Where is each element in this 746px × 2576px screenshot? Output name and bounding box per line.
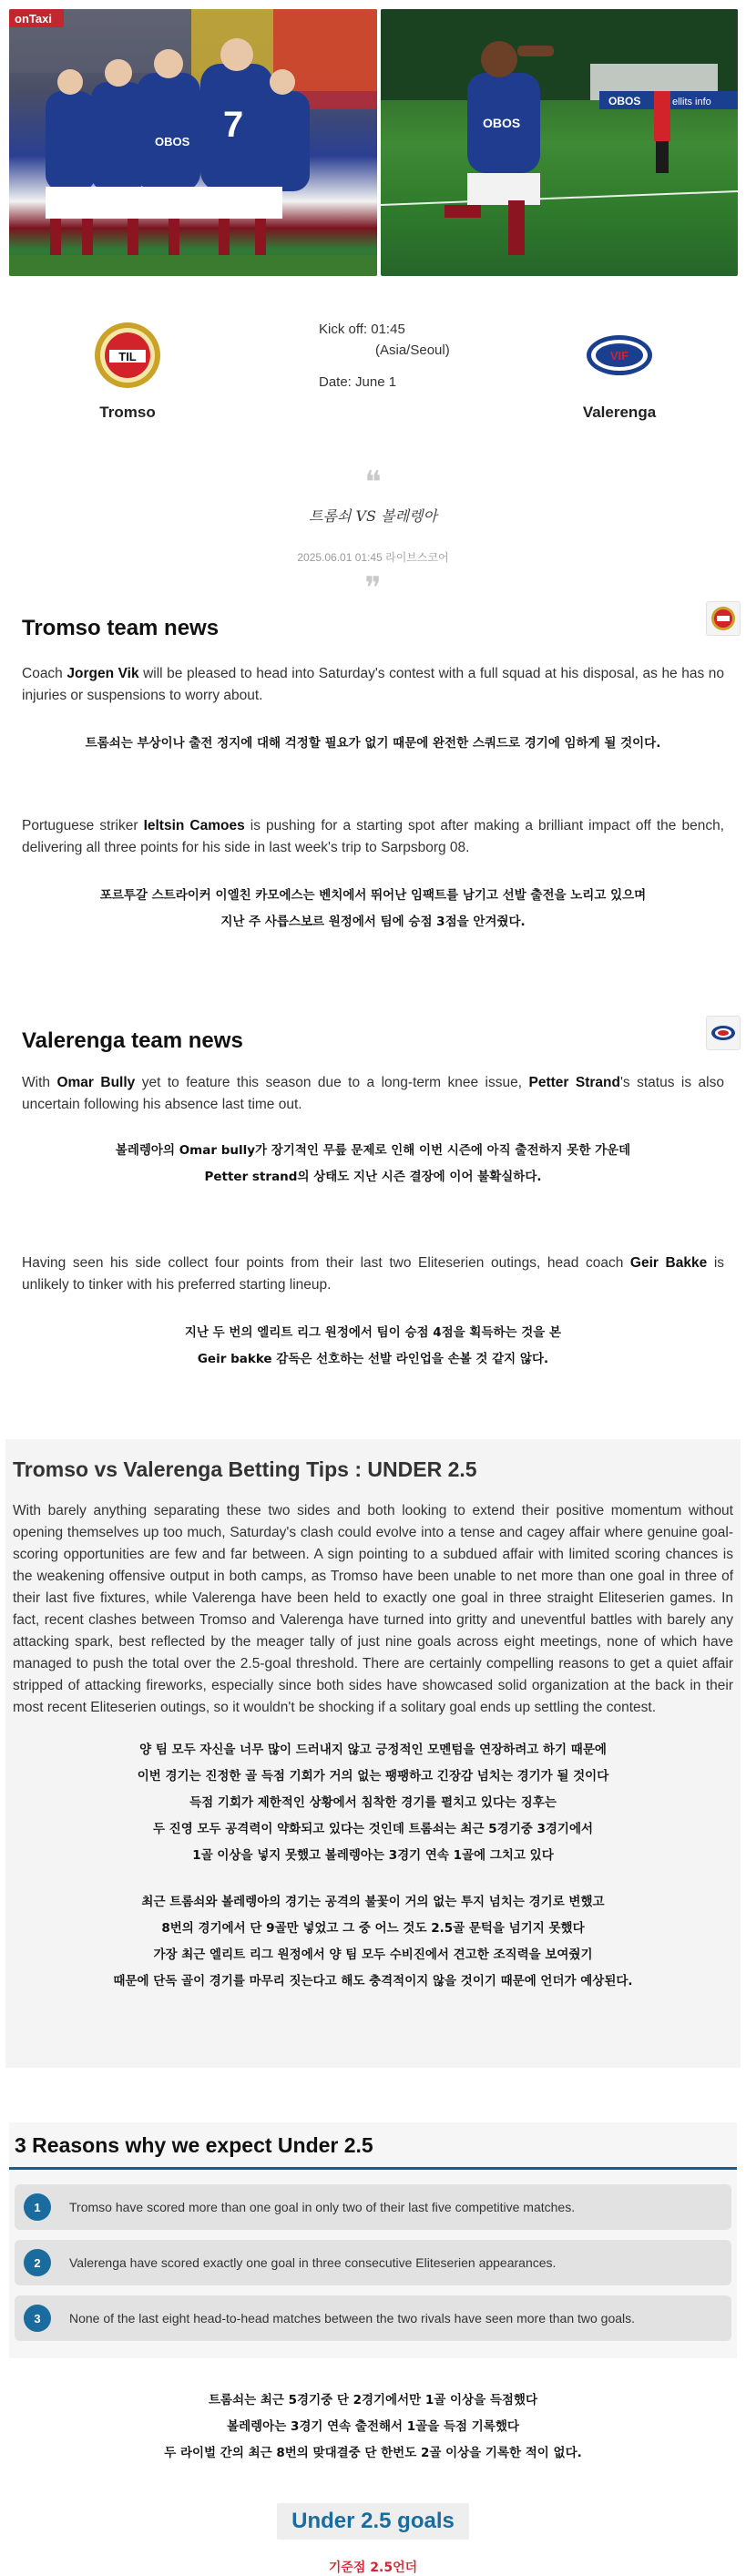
valerenga-logo-text: VIF xyxy=(609,349,629,363)
betting-tips-korean-1: 양 팀 모두 자신을 너무 많이 드러내지 않고 긍정적인 모멘텀을 연장하려고 하기 때문에 이번 경기는 진정한 골 득점 기회가 거의 없는 팽팽하고 긴장감 넘치는 경기가 될 것이다 득점 기회가 제한적인 상황에서 침착한 경기를 펼치고 있다는 징후는 두 진영 모두 공격력이 약화되고 있다는 것인데 트롬쇠는 최근 5경기중 3경기에서 1골 이상을 넣지 못했고 볼레렝아는 3경기 연속 1골에 그치고 있다 xyxy=(137,1743,609,1863)
valerenga-badge-icon xyxy=(706,1016,741,1050)
reasons-section xyxy=(9,2122,737,2467)
close-quote-icon: ❞ xyxy=(364,570,382,607)
tromso-news-paragraph-1: Coach Jorgen Vik will be pleased to head into Saturday's contest with a full squad at his disposal, as he has no injuries or suspensions to worry about. xyxy=(22,666,724,703)
quote-subtitle: 2025.06.01 01:45 라이브스코어 xyxy=(297,551,449,564)
reasons-heading: 3 Reasons why we expect Under 2.5 xyxy=(15,2133,373,2157)
away-team-name: Valerenga xyxy=(582,404,657,421)
tromso-news-paragraph-2: Portuguese striker Ieltsin Camoes is pushing for a starting spot after making a brilliant impact off the bench, delivering all three points for his side in last week's trip to Sarpsborg 08. xyxy=(22,818,724,855)
reason-number-badge: 3 xyxy=(24,2305,51,2332)
reason-number-badge: 2 xyxy=(24,2249,51,2276)
kickoff-info xyxy=(319,319,450,393)
hero-images xyxy=(0,0,746,282)
reasons-header xyxy=(9,2122,737,2170)
team-celebration-photo xyxy=(9,9,377,276)
tromso-news-korean-2: 포르투갈 스트라이커 이엘친 카모에스는 벤치에서 뛰어난 임팩트를 남기고 선발 출전을 노리고 있으며 지난 주 사릅스보르 원정에서 팀에 승점 3점을 안겨줬다. xyxy=(99,888,647,929)
stadium-board-text-2: ellits info xyxy=(672,97,711,107)
away-team[interactable] xyxy=(547,319,692,422)
kickoff-timezone: (Asia/Seoul) xyxy=(375,342,450,358)
valerenga-news-heading: Valerenga team news xyxy=(22,1028,243,1053)
match-header xyxy=(0,282,746,428)
home-team[interactable] xyxy=(55,319,200,422)
betting-tips xyxy=(5,1439,741,2068)
sponsor-logo-text: OBOS xyxy=(155,135,190,148)
coach-name: Geir Bakke xyxy=(629,1255,708,1271)
tromso-logo-text: TIL xyxy=(118,350,137,363)
tromso-badge-icon xyxy=(706,601,741,636)
valerenga-logo-icon xyxy=(583,319,656,392)
kickoff-time: Kick off: 01:45 xyxy=(319,322,405,337)
tromso-news-korean-1: 트롬쇠는 부상이나 출전 정지에 대해 걱정할 필요가 없기 때문에 완전한 스쿼드로 경기에 임하게 될 것이다. xyxy=(85,736,661,751)
reasons-list xyxy=(9,2170,737,2358)
open-quote-icon: ❝ xyxy=(364,465,382,501)
reason-number-badge: 1 xyxy=(24,2193,51,2221)
tromso-news-heading: Tromso team news xyxy=(22,616,220,640)
home-team-name: Tromso xyxy=(99,404,156,421)
list-item xyxy=(15,2184,731,2230)
verdict-label: Under 2.5 goals xyxy=(277,2503,469,2540)
quote-title: 트롬쇠 VS 볼레렝아 xyxy=(309,507,437,525)
verdict xyxy=(0,2503,746,2576)
valerenga-news-korean-1: 볼레렝아의 Omar bully가 장기적인 무릎 문제로 인해 이번 시즌에 아직 출전하지 못한 가운데 Petter strand의 상태도 지난 시즌 결장에 이어 불확실하다. xyxy=(115,1143,631,1184)
verdict-korean-label: 기준점 2.5언더 xyxy=(328,2561,418,2575)
stadium-board-text: OBOS xyxy=(608,95,641,107)
list-item xyxy=(15,2295,731,2341)
reason-text: None of the last eight head-to-head matches between the two rivals have seen more than two goals. xyxy=(69,2311,636,2326)
tromso-logo-icon xyxy=(91,319,164,392)
list-item xyxy=(15,2240,731,2285)
match-quote xyxy=(0,428,746,607)
tromso-team-news xyxy=(0,601,746,1016)
reason-text: Valerenga have scored exactly one goal in three consecutive Eliteserien appearances. xyxy=(69,2255,557,2270)
coach-name: Jorgen Vik xyxy=(66,666,139,681)
valerenga-team-news xyxy=(0,1016,746,1439)
sponsor-banner-text: onTaxi xyxy=(15,12,52,26)
reason-text: Tromso have scored more than one goal in only two of their last five competitive matches. xyxy=(69,2200,576,2214)
jersey-sponsor-text: OBOS xyxy=(483,116,521,130)
striker-name: Ieltsin Camoes xyxy=(143,818,245,833)
betting-tips-heading: Tromso vs Valerenga Betting Tips : UNDER 2.5 xyxy=(13,1457,477,1481)
match-date: Date: June 1 xyxy=(319,374,397,390)
player-salute-photo xyxy=(381,9,738,276)
valerenga-news-paragraph-2: Having seen his side collect four points from their last two Eliteserien outings, head coach Geir Bakke is unlikely to tinker with his preferred starting lineup. xyxy=(22,1255,725,1293)
jersey-number: 7 xyxy=(223,105,244,145)
betting-tips-korean-2: 최근 트롬쇠와 볼레렝아의 경기는 공격의 불꽃이 거의 없는 투지 넘치는 경기로 변했고 8번의 경기에서 단 9골만 넣었고 그 중 어느 것도 2.5골 문턱을 넘기지 못했다 가장 최근 엘리트 리그 원정에서 양 팀 모두 수비진에서 견고한 조직력을 보여줬기 때문에 단독 골이 경기를 마무리 짓는다고 해도 충격적이지 않을 것이기 때문에 언더가 예상된다. xyxy=(113,1895,633,1988)
valerenga-news-paragraph-1: With Omar Bully yet to feature this season due to a long-term knee issue, Petter Strand's status is also uncertain following his absence last time out. xyxy=(22,1075,724,1112)
betting-tips-paragraph: With barely anything separating these two sides and both looking to extend their positive momentum without opening themselves up too much, Saturday's clash could evolve into a tense and cagey affair where genuine goal-scoring opportunities are few and far between. A sign pointing to a subdued affair with limited scoring chances is the weakening offensive output in both camps, as Tromso have been unable to net more than one goal in three of their last five fixtures, while Valerenga have been held to exactly one goal in three straight Eliteserien games. In fact, recent clashes between Tromso and Valerenga have turned into gritty and uneventful battles with barely any attacking spark, best reflected by the meager tally of just nine goals across eight meetings, none of which have managed to push the total over the 2.5-goal threshold. There are certainly compelling reasons to get a quiet affair stripped of attacking fireworks, especially since both sides have showcased solid organization at the back in their most recent Eliteserien outings, so it wouldn't be shocking if a solitary goal ends up settling the contest. xyxy=(13,1503,733,1715)
valerenga-news-korean-2: 지난 두 번의 엘리트 리그 원정에서 팀이 승점 4점을 획득하는 것을 본 Geir bakke 감독은 선호하는 선발 라인업을 손볼 것 같지 않다. xyxy=(184,1325,562,1366)
reasons-korean: 트롬쇠는 최근 5경기중 단 2경기에서만 1골 이상을 득점했다 볼레렝아는 3경기 연속 출전해서 1골을 득점 기록했다 두 라이벌 간의 최근 8번의 맞대결중 단 한번도 2골 이상을 기록한 적이 없다. xyxy=(164,2393,582,2460)
